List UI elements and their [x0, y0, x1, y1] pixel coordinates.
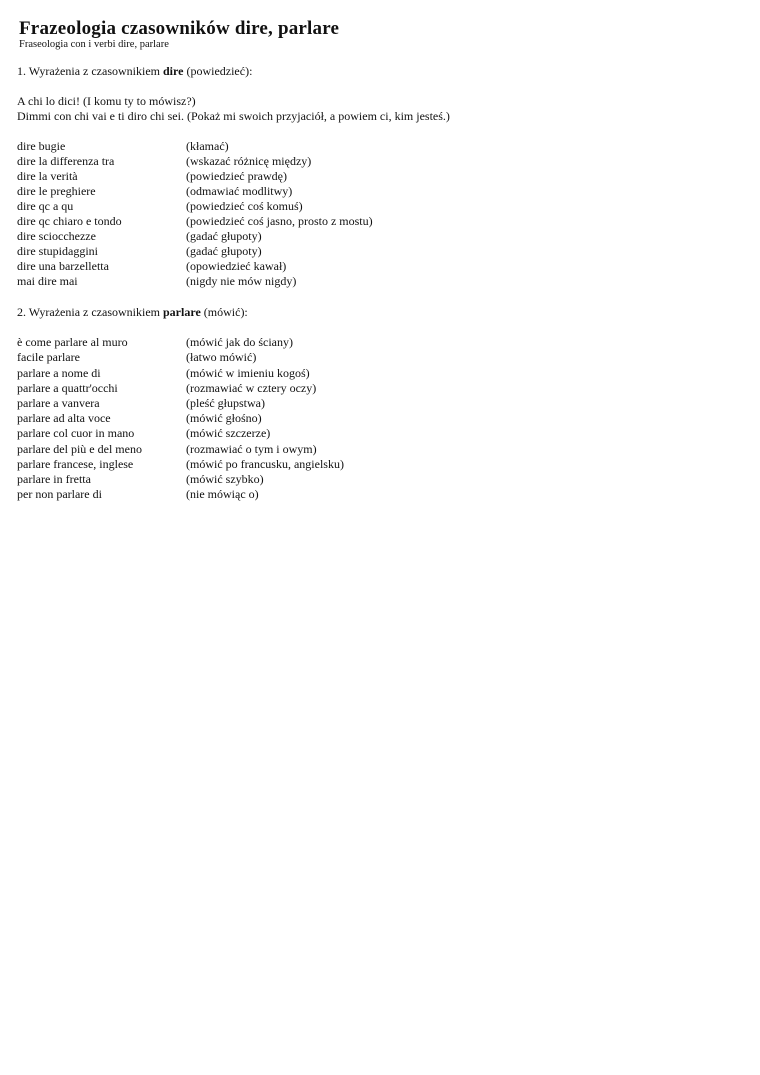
phrase-row	[17, 184, 717, 199]
phrase-gloss: (nie mówiąc o)	[186, 487, 259, 501]
phrase-gloss: (odmawiać modlitwy)	[186, 184, 293, 198]
phrase-row	[17, 244, 717, 259]
phrase-row	[17, 259, 717, 274]
phrase-row	[17, 335, 717, 350]
phrase-term: parlare del più e del meno	[17, 442, 142, 456]
phrase-term: dire una barzelletta	[17, 259, 109, 273]
phrase-term: parlare in fretta	[17, 472, 91, 486]
phrase-row	[17, 274, 717, 289]
phrase-gloss: (opowiedzieć kawał)	[186, 259, 287, 273]
phrase-term: parlare col cuor in mano	[17, 426, 135, 440]
phrase-gloss: (pleść głupstwa)	[186, 396, 265, 410]
phrase-gloss: (mówić jak do ściany)	[186, 335, 293, 349]
section-1-heading-verb: dire	[163, 64, 184, 78]
section-2-heading-suffix: (mówić):	[200, 305, 248, 319]
phrase-row	[17, 139, 717, 154]
phrase-term: per non parlare di	[17, 487, 102, 501]
phrase-gloss: (mówić szybko)	[186, 472, 264, 486]
phrase-term: facile parlare	[17, 350, 80, 364]
phrase-row	[17, 199, 717, 214]
proverb-2: Dimmi con chi vai e ti diro chi sei. (Pokaż mi swoich przyjaciół, a powiem ci, kim jesteś.)	[17, 109, 450, 123]
document-subtitle: Fraseologia con i verbi dire, parlare	[19, 39, 169, 50]
phrase-gloss: (mówić w imieniu kogoś)	[186, 366, 310, 380]
phrase-term: mai dire mai	[17, 274, 78, 288]
phrase-row	[17, 350, 717, 365]
phrase-gloss: (gadać głupoty)	[186, 244, 262, 258]
phrase-row	[17, 487, 717, 502]
section-1-heading	[17, 64, 252, 79]
phrase-term: è come parlare al muro	[17, 335, 128, 349]
section-2-heading	[17, 305, 248, 320]
phrase-row	[17, 426, 717, 441]
phrase-row	[17, 381, 717, 396]
phrase-gloss: (powiedzieć coś komuś)	[186, 199, 303, 213]
phrase-term: dire la differenza tra	[17, 154, 115, 168]
phrase-gloss: (gadać głupoty)	[186, 229, 262, 243]
phrase-gloss: (nigdy nie mów nigdy)	[186, 274, 297, 288]
proverb-1: A chi lo dici! (I komu ty to mówisz?)	[17, 94, 196, 108]
phrase-term: parlare a quattr'occhi	[17, 381, 118, 395]
phrase-term: dire le preghiere	[17, 184, 96, 198]
phrase-gloss: (powiedzieć coś jasno, prosto z mostu)	[186, 214, 373, 228]
section-1-heading-prefix: 1. Wyrażenia z czasownikiem	[17, 64, 163, 78]
phrase-gloss: (mówić głośno)	[186, 411, 262, 425]
section-2-heading-prefix: 2. Wyrażenia z czasownikiem	[17, 305, 163, 319]
phrase-row	[17, 154, 717, 169]
phrase-term: parlare a nome di	[17, 366, 101, 380]
phrase-row	[17, 396, 717, 411]
section-2-heading-verb: parlare	[163, 305, 201, 319]
phrase-term: dire bugie	[17, 139, 66, 153]
phrase-row	[17, 442, 717, 457]
phrase-row	[17, 472, 717, 487]
phrase-row	[17, 229, 717, 244]
phrase-term: dire qc a qu	[17, 199, 74, 213]
phrase-term: parlare ad alta voce	[17, 411, 111, 425]
phrase-gloss: (mówić szczerze)	[186, 426, 271, 440]
phrase-gloss: (rozmawiać o tym i owym)	[186, 442, 317, 456]
phrase-term: parlare francese, inglese	[17, 457, 134, 471]
phrase-row	[17, 457, 717, 472]
document-title: Frazeologia czasowników dire, parlare	[19, 18, 340, 39]
phrase-gloss: (powiedzieć prawdę)	[186, 169, 287, 183]
section-1-heading-suffix: (powiedzieć):	[183, 64, 253, 78]
phrase-gloss: (rozmawiać w cztery oczy)	[186, 381, 317, 395]
phrase-row	[17, 169, 717, 184]
phrase-term: parlare a vanvera	[17, 396, 100, 410]
phrase-term: dire stupidaggini	[17, 244, 98, 258]
phrase-gloss: (kłamać)	[186, 139, 229, 153]
phrase-term: dire la verità	[17, 169, 78, 183]
phrase-gloss: (łatwo mówić)	[186, 350, 257, 364]
phrase-gloss: (mówić po francusku, angielsku)	[186, 457, 344, 471]
phrase-term: dire qc chiaro e tondo	[17, 214, 122, 228]
phrase-row	[17, 214, 717, 229]
phrase-term: dire sciocchezze	[17, 229, 96, 243]
phrase-gloss: (wskazać różnicę między)	[186, 154, 312, 168]
phrase-row	[17, 411, 717, 426]
phrase-row	[17, 366, 717, 381]
